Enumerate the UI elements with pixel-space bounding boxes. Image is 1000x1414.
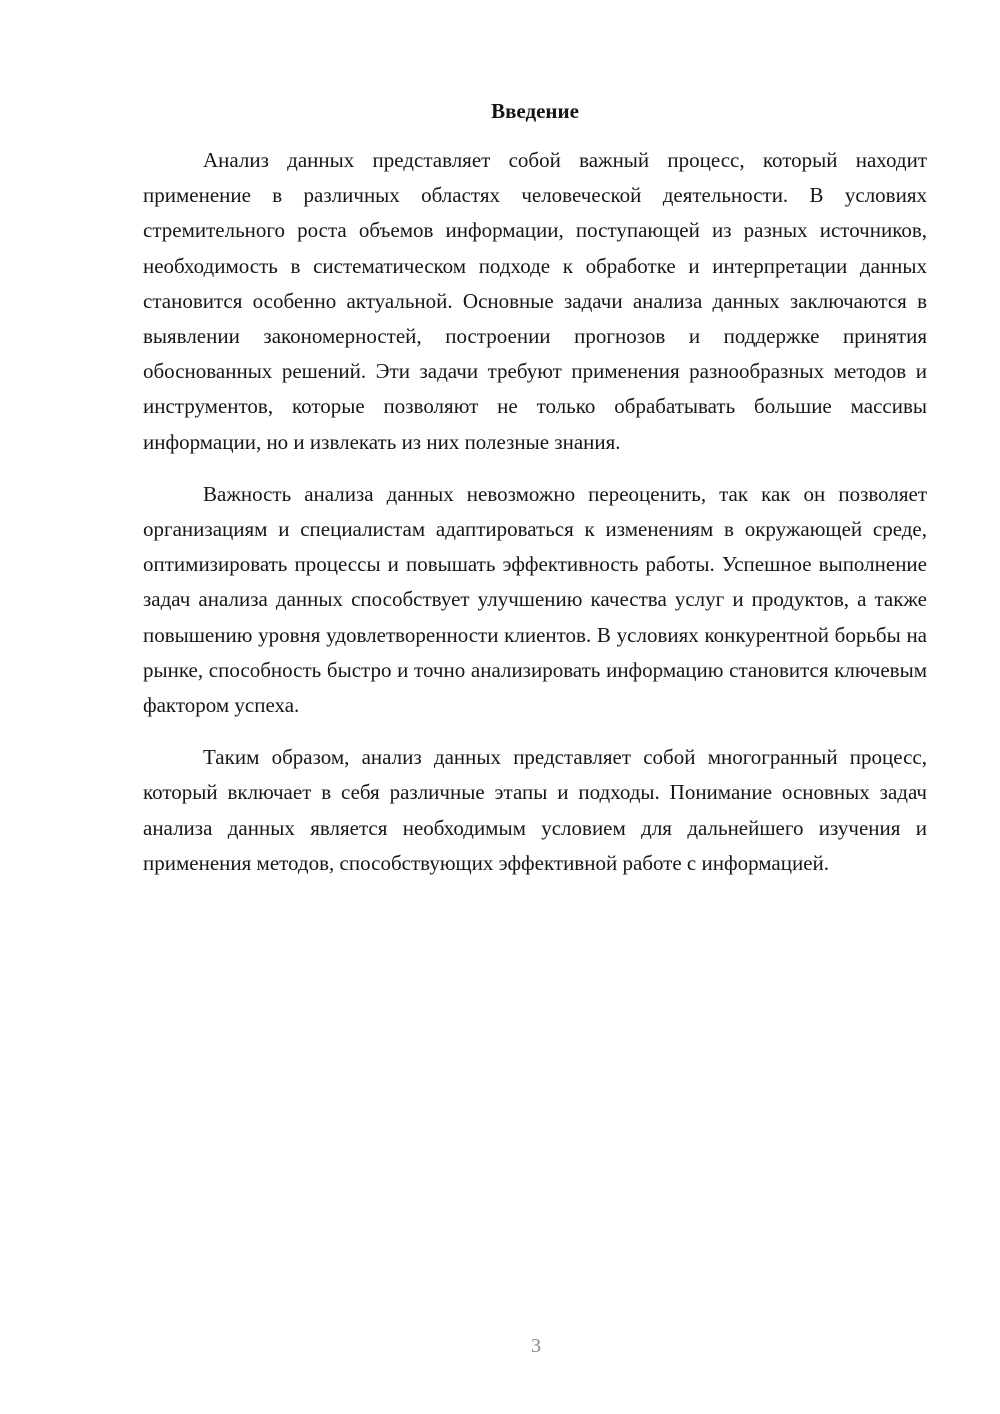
page-content [143, 96, 927, 881]
paragraph: Анализ данных представляет собой важный процесс, который находит применение в различных областях человеческой деятельности. В условиях стремительного роста объемов информации, поступающей из разных источников, необходимость в систематическом подходе к обработке и интерпретации данных становится особенно актуальной. Основные задачи анализа данных заключаются в выявлении закономерностей, построении прогнозов и поддержке принятия обоснованных решений. Эти задачи требуют применения разнообразных методов и инструментов, которые позволяют не только обрабатывать большие массивы информации, но и извлекать из них полезные знания. [143, 148, 927, 454]
section-heading: Введение [491, 99, 579, 123]
paragraph: Таким образом, анализ данных представляет собой многогранный процесс, который включает в себя различные этапы и подходы. Понимание основных задач анализа данных является необходимым условием для дальнейшего изучения и применения методов, способствующих эффективной работе с информацией. [143, 745, 927, 875]
page-number: 3 [531, 1335, 541, 1357]
paragraph: Важность анализа данных невозможно переоценить, так как он позволяет организациям и специалистам адаптироваться к изменениям в окружающей среде, оптимизировать процессы и повышать эффективность работы. Успешное выполнение задач анализа данных способствует улучшению качества услуг и продуктов, а также повышению уровня удовлетворенности клиентов. В условиях конкурентной борьбы на рынке, способность быстро и точно анализировать информацию становится ключевым фактором успеха. [143, 481, 927, 718]
